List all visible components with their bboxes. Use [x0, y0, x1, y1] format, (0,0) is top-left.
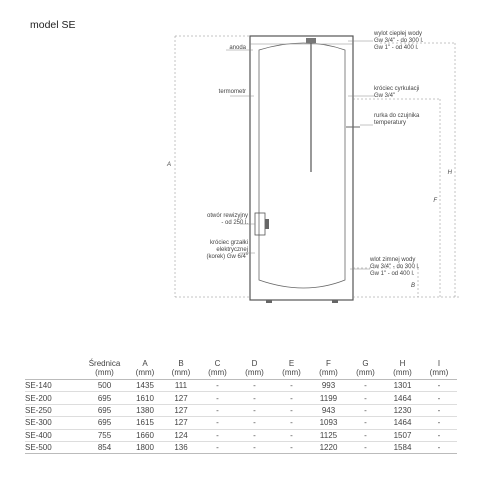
column-header-i: I (mm) — [421, 358, 457, 380]
sensor-label-1: rurka do czujnika — [374, 113, 420, 119]
table-cell: 127 — [163, 404, 199, 416]
table-cell: - — [421, 392, 457, 404]
column-header-b: B (mm) — [163, 358, 199, 380]
table-cell: - — [199, 417, 236, 429]
dimension-b-label: B — [410, 283, 415, 289]
heater-label-1: króciec grzałki — [209, 240, 248, 246]
table-cell: - — [199, 392, 236, 404]
table-cell: - — [421, 380, 457, 392]
sensor-label-2: temperatury — [374, 120, 407, 126]
table-cell: 854 — [82, 441, 127, 453]
table-cell: 1093 — [310, 417, 347, 429]
cold-water-label-2: Gw 3/4" - do 300 l. — [370, 264, 420, 270]
table-cell: 500 — [82, 380, 127, 392]
table-cell: - — [273, 417, 310, 429]
anode-label: anoda — [229, 45, 246, 51]
table-cell: - — [273, 441, 310, 453]
table-cell: 695 — [82, 404, 127, 416]
inspection-opening — [255, 213, 265, 235]
column-header-model — [25, 358, 82, 380]
table-cell: - — [347, 441, 384, 453]
model-cell: SE-500 — [25, 441, 82, 453]
cold-water-label-3: Gw 1" - od 400 l. — [370, 271, 415, 277]
table-cell: - — [199, 441, 236, 453]
hot-water-label-3: Gw 1" - od 400 l. — [374, 45, 419, 51]
table-cell: - — [236, 441, 273, 453]
inspection-label-2: - od 250 l. — [221, 220, 248, 226]
column-header-h: H (mm) — [384, 358, 421, 380]
model-cell: SE-400 — [25, 429, 82, 441]
table-row — [25, 417, 457, 429]
table-cell: 1464 — [384, 392, 421, 404]
table-cell: 755 — [82, 429, 127, 441]
thermometer-label: termometr — [218, 89, 246, 95]
table-cell: 695 — [82, 417, 127, 429]
table-cell: 1660 — [127, 429, 163, 441]
table-cell: 1199 — [310, 392, 347, 404]
heater-label-3: (korek) Gw 6/4" — [206, 254, 248, 260]
tank-foot — [266, 300, 272, 303]
table-cell: - — [421, 404, 457, 416]
column-header-a: A (mm) — [127, 358, 163, 380]
table-cell: - — [236, 392, 273, 404]
circulation-label-2: Gw 3/4" — [374, 93, 396, 99]
table-cell: 1507 — [384, 429, 421, 441]
table-cell: 1584 — [384, 441, 421, 453]
page-title: model SE — [30, 19, 76, 31]
dimension-f-label: F — [433, 198, 437, 204]
table-cell: - — [347, 429, 384, 441]
table-cell: - — [347, 404, 384, 416]
table-cell: - — [236, 417, 273, 429]
table-row — [25, 404, 457, 416]
table-cell: - — [199, 429, 236, 441]
table-cell: - — [273, 380, 310, 392]
table-cell: 111 — [163, 380, 199, 392]
column-header-g: G (mm) — [347, 358, 384, 380]
table-cell: 943 — [310, 404, 347, 416]
table-cell: - — [273, 429, 310, 441]
circulation-label-1: króciec cyrkulacji — [374, 86, 420, 92]
table-cell: - — [421, 441, 457, 453]
model-cell: SE-300 — [25, 417, 82, 429]
table-cell: 1380 — [127, 404, 163, 416]
model-cell: SE-140 — [25, 380, 82, 392]
table-cell: - — [347, 392, 384, 404]
hot-water-label-2: Gw 3/4" - do 300 l. — [374, 38, 424, 44]
table-cell: 1615 — [127, 417, 163, 429]
table-cell: 1301 — [384, 380, 421, 392]
table-row — [25, 380, 457, 392]
table-cell: 1435 — [127, 380, 163, 392]
table-cell: - — [236, 380, 273, 392]
table-cell: - — [199, 380, 236, 392]
table-cell: 1220 — [310, 441, 347, 453]
table-row — [25, 429, 457, 441]
table-row — [25, 441, 457, 453]
table-header-row — [25, 358, 457, 380]
cold-water-label-1: wlot zimnej wody — [370, 257, 416, 263]
table-cell: 1610 — [127, 392, 163, 404]
table-cell: - — [421, 417, 457, 429]
model-cell: SE-250 — [25, 404, 82, 416]
specification-table — [25, 358, 457, 454]
heater-label-2: elektrycznej — [216, 247, 248, 253]
table-cell: 127 — [163, 417, 199, 429]
column-header-c: C (mm) — [199, 358, 236, 380]
table-cell: 1230 — [384, 404, 421, 416]
column-header-f: F (mm) — [310, 358, 347, 380]
tank-casing — [250, 36, 353, 300]
table-cell: 993 — [310, 380, 347, 392]
table-cell: - — [273, 392, 310, 404]
table-cell: - — [347, 417, 384, 429]
column-header-d: D (mm) — [236, 358, 273, 380]
table-cell: - — [421, 429, 457, 441]
inspection-label-1: otwór rewizyjny — [206, 213, 248, 219]
table-cell: 695 — [82, 392, 127, 404]
tank-vessel — [259, 43, 345, 288]
column-header-diameter: Średnica (mm) — [82, 358, 127, 380]
table-cell: - — [199, 404, 236, 416]
dimension-a-label: A — [166, 162, 171, 168]
table-cell: 1800 — [127, 441, 163, 453]
table-cell: - — [273, 404, 310, 416]
table-row — [25, 392, 457, 404]
table-cell: 1125 — [310, 429, 347, 441]
table-cell: 124 — [163, 429, 199, 441]
dimension-h-label: H — [447, 170, 452, 176]
hot-water-label-1: wylot ciepłej wody — [374, 31, 423, 37]
table-cell: 136 — [163, 441, 199, 453]
table-cell: - — [236, 429, 273, 441]
table-cell: - — [347, 380, 384, 392]
table-cell: 127 — [163, 392, 199, 404]
model-cell: SE-200 — [25, 392, 82, 404]
anode-head — [306, 38, 316, 43]
table-cell: 1464 — [384, 417, 421, 429]
tank-foot — [332, 300, 338, 303]
column-header-e: E (mm) — [273, 358, 310, 380]
table-cell: - — [236, 404, 273, 416]
